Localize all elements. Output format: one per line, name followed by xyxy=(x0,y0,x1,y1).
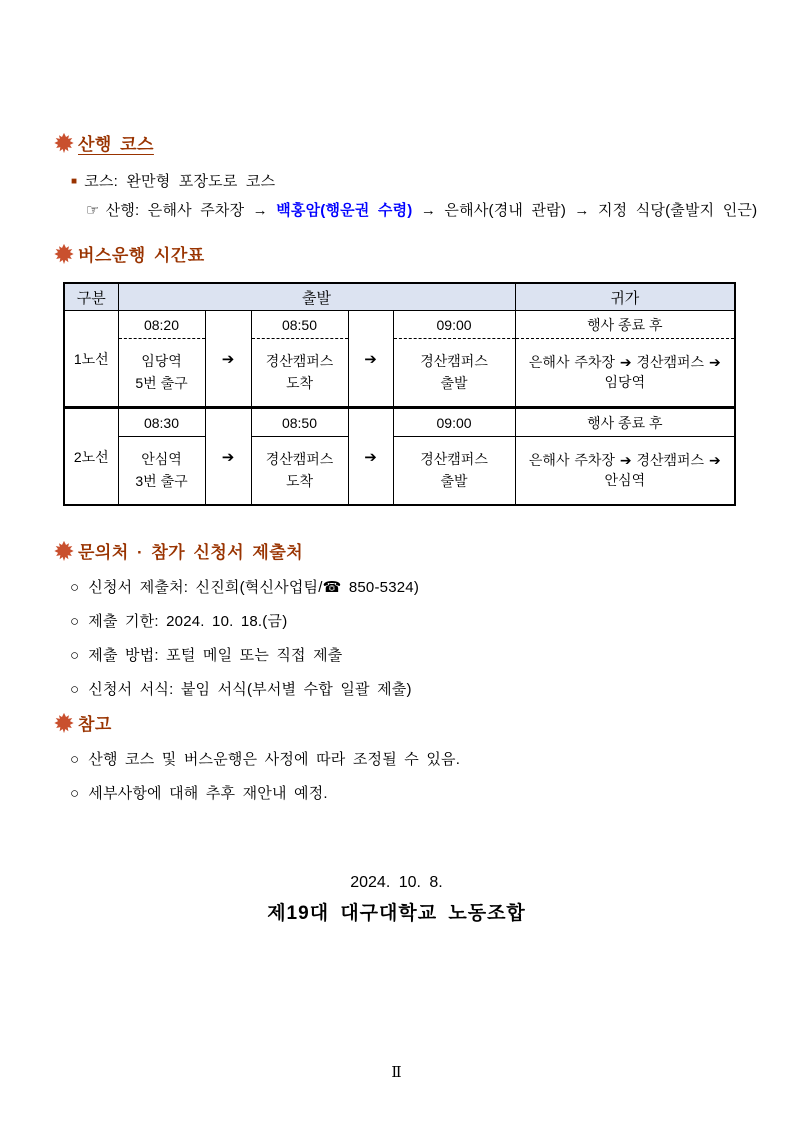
page-number: Ⅱ xyxy=(391,1065,402,1081)
leg2-place xyxy=(252,339,348,406)
note-item-details-later xyxy=(70,782,793,803)
leg3-cell xyxy=(393,408,515,506)
leg1-place xyxy=(119,339,205,406)
contact-item-form xyxy=(70,678,793,699)
circle-bullet-icon: ○ xyxy=(70,647,80,664)
header-departure: 출발 xyxy=(118,283,515,311)
contact-item-method xyxy=(70,644,793,665)
leg2-time: 08:50 xyxy=(252,409,348,437)
course-route-line xyxy=(86,199,793,220)
arrow-cell xyxy=(205,311,251,408)
contact-heading xyxy=(53,538,793,563)
table-row-route2 xyxy=(64,408,735,506)
leg3-place xyxy=(394,437,515,504)
note-item-text: 산행 코스 및 버스운행은 사정에 따라 조정될 수 있음. xyxy=(88,751,461,768)
return-route-line1: 은해사 주차장 ➔ 경산캠퍼스 ➔ xyxy=(528,353,721,370)
note-item-text: 세부사항에 대해 추후 재안내 예정. xyxy=(88,785,328,802)
arrow-cell xyxy=(348,408,393,506)
header-division: 구분 xyxy=(64,283,118,311)
table-header-row xyxy=(64,283,735,311)
right-arrow-icon: ➔ xyxy=(364,448,377,466)
bus-timetable xyxy=(63,282,736,506)
bus-timetable-heading xyxy=(53,241,793,266)
leg1-cell xyxy=(118,408,205,506)
leg2-cell xyxy=(251,311,348,408)
return-route-line1: 은해사 주차장 ➔ 경산캠퍼스 ➔ xyxy=(528,451,721,468)
document-date: 2024. 10. 8. xyxy=(350,874,443,891)
route-text-highlight: 백홍암(행운권 수령) xyxy=(276,202,413,219)
section-title: 산행 코스 xyxy=(78,135,154,154)
leg3-place-line1: 경산캠퍼스 xyxy=(420,353,488,369)
section-hiking-course xyxy=(0,130,793,220)
leg1-place-line1: 임당역 xyxy=(141,353,182,369)
circle-bullet-icon: ○ xyxy=(70,681,80,698)
return-route-line2: 안심역 xyxy=(604,472,646,488)
route-label: 1노선 xyxy=(64,311,118,408)
section-title: 버스운행 시간표 xyxy=(78,246,205,265)
leg2-place-line1: 경산캠퍼스 xyxy=(265,353,334,369)
leg2-place-line2: 도착 xyxy=(285,374,314,391)
return-cell xyxy=(515,408,735,506)
square-bullet-icon: ■ xyxy=(71,176,78,187)
leg2-place xyxy=(252,437,348,504)
contact-item-text: 신청서 서식: 붙임 서식(부서별 수합 일괄 제출) xyxy=(88,681,412,698)
maple-leaf-icon xyxy=(53,712,75,734)
contact-item-text: 제출 방법: 포털 메일 또는 직접 제출 xyxy=(88,647,343,664)
leg3-place xyxy=(394,339,515,406)
return-time: 행사 종료 후 xyxy=(516,409,735,437)
section-contact xyxy=(0,538,793,699)
leg3-cell xyxy=(393,311,515,408)
document-footer xyxy=(0,874,793,925)
course-type-line xyxy=(71,170,793,191)
route-label: 2노선 xyxy=(64,408,118,506)
leg1-place-line2: 5번 출구 xyxy=(135,374,188,391)
leg1-place xyxy=(119,437,205,504)
contact-item-text: 제출 기한: 2024. 10. 18.(금) xyxy=(88,613,288,630)
table-row-route1 xyxy=(64,311,735,408)
leg2-place-line1: 경산캠퍼스 xyxy=(265,451,334,467)
section-bus-timetable xyxy=(0,241,793,506)
route-text-prefix: 산행: 은해사 주차장 → xyxy=(105,202,277,219)
contact-item-text: 신청서 제출처: 신진희(혁신사업팀/☎ 850-5324) xyxy=(88,579,420,596)
arrow-cell xyxy=(348,311,393,408)
route-text-suffix: → 은해사(경내 관람) → 지정 식당(출발지 인근) xyxy=(412,202,758,219)
leg1-time: 08:20 xyxy=(119,311,205,339)
note-item-adjustable xyxy=(70,748,793,769)
maple-leaf-icon xyxy=(53,243,75,265)
maple-leaf-icon xyxy=(53,540,75,562)
leg2-cell xyxy=(251,408,348,506)
issuing-organization: 제19대 대구대학교 노동조합 xyxy=(267,903,526,924)
course-type-text: 코스: 완만형 포장도로 코스 xyxy=(84,173,276,190)
arrow-cell xyxy=(205,408,251,506)
leg3-place-line1: 경산캠퍼스 xyxy=(420,451,488,467)
leg2-time: 08:50 xyxy=(252,311,348,339)
hiking-course-heading xyxy=(53,130,793,155)
circle-bullet-icon: ○ xyxy=(70,613,80,630)
leg1-time: 08:30 xyxy=(119,409,205,437)
return-route xyxy=(516,339,735,406)
header-return: 귀가 xyxy=(515,283,735,311)
right-arrow-icon: ➔ xyxy=(221,448,235,466)
section-note xyxy=(0,710,793,803)
leg3-place-line2: 출발 xyxy=(440,374,468,391)
contact-item-submit-to xyxy=(70,576,793,597)
section-title: 참고 xyxy=(78,715,112,734)
circle-bullet-icon: ○ xyxy=(70,751,80,768)
leg3-time: 09:00 xyxy=(394,409,515,437)
circle-bullet-icon: ○ xyxy=(70,579,80,596)
return-route-line2: 임당역 xyxy=(604,374,646,390)
section-title: 문의처 · 참가 신청서 제출처 xyxy=(78,543,304,562)
leg3-place-line2: 출발 xyxy=(440,472,468,489)
return-cell xyxy=(515,311,735,408)
right-arrow-icon: ➔ xyxy=(364,350,377,368)
leg1-place-line1: 안심역 xyxy=(141,451,182,467)
circle-bullet-icon: ○ xyxy=(70,785,80,802)
leg1-cell xyxy=(118,311,205,408)
return-time: 행사 종료 후 xyxy=(516,311,735,339)
leg3-time: 09:00 xyxy=(394,311,515,339)
pointing-hand-icon: ☞ xyxy=(86,202,100,219)
leg2-place-line2: 도착 xyxy=(285,472,314,489)
return-route xyxy=(516,437,735,504)
leg1-place-line2: 3번 출구 xyxy=(135,472,188,489)
maple-leaf-icon xyxy=(53,132,75,154)
right-arrow-icon: ➔ xyxy=(221,350,235,368)
note-heading xyxy=(53,710,793,735)
contact-item-deadline xyxy=(70,610,793,631)
